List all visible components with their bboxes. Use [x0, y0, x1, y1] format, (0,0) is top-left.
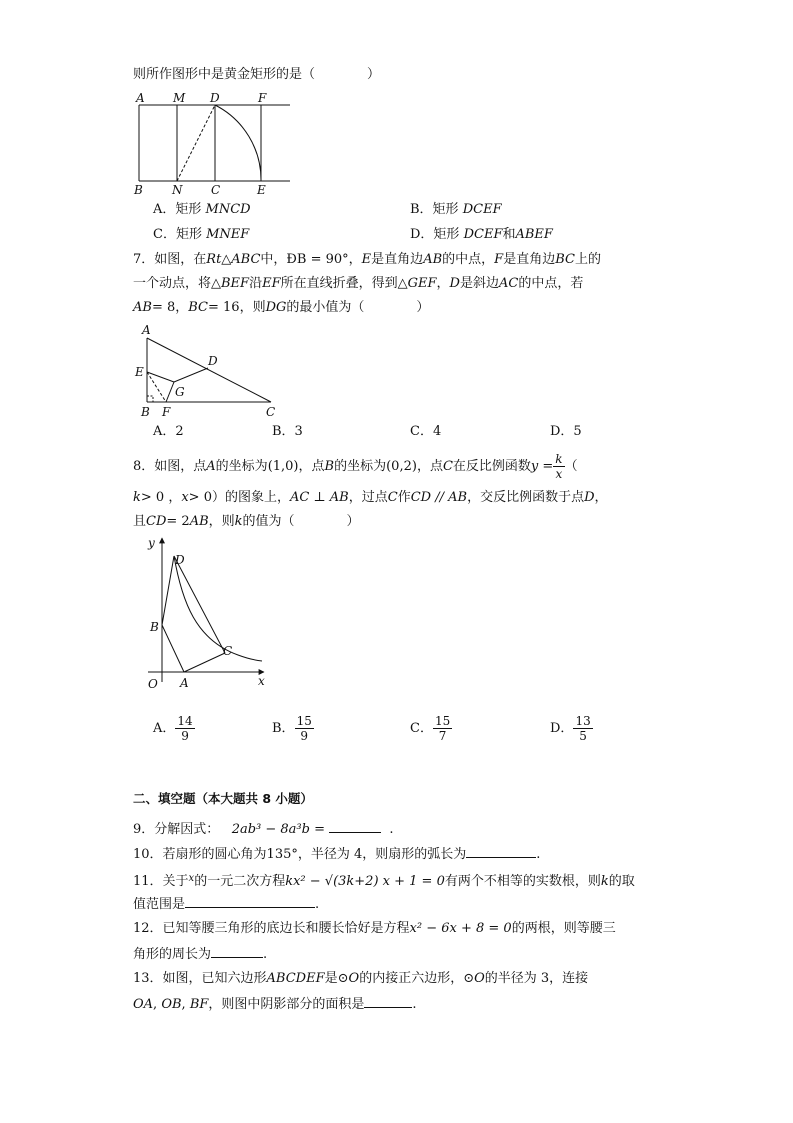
q13-math: ABCDEF: [266, 971, 325, 986]
q12-text: .: [263, 947, 268, 962]
q11-text: .: [315, 897, 320, 912]
q6-tail-text: 则所作图形中是黄金矩形的是（ ）: [133, 67, 381, 82]
q7-math: EF: [262, 276, 281, 291]
q8-option-d[interactable]: [550, 714, 593, 743]
fig7-label-c: C: [266, 405, 276, 419]
fig7-label-a: A: [142, 323, 151, 337]
q11-answer-blank[interactable]: [185, 895, 315, 908]
q7-option-a[interactable]: A．2: [153, 424, 184, 439]
q8-text: 作: [397, 490, 411, 505]
q8-text: 的值为（ ）: [242, 514, 360, 529]
q8-text: = 2: [166, 514, 190, 529]
q8-option-b[interactable]: [272, 714, 314, 743]
q13-text: .: [412, 997, 417, 1012]
q7-math: DG: [265, 300, 287, 315]
q8-math: k: [133, 490, 141, 505]
q8-option-b-key: B．: [272, 721, 295, 736]
q8-option-a-fraction: [175, 714, 194, 743]
fig7-label-g: G: [175, 385, 185, 399]
q8-math: B: [324, 459, 335, 474]
fig8-label-c: C: [223, 644, 233, 658]
q13-text: 是: [324, 971, 338, 986]
q7-text: = 16，则: [208, 300, 266, 315]
q8-text: > 0）的图象上，: [188, 490, 290, 505]
q8-line-3: [133, 513, 360, 531]
q6-option-a[interactable]: [153, 201, 251, 219]
q8-text: 的坐标为: [334, 459, 387, 474]
q10-line: [133, 845, 540, 864]
q6-option-c-name: MNEF: [206, 227, 250, 242]
q7-text: 沿: [249, 276, 263, 291]
q7-math: AB: [423, 252, 443, 267]
fig6-label-f: F: [258, 91, 267, 105]
q6-option-a-key: A．矩形: [153, 202, 202, 217]
q10-text: .: [536, 847, 541, 862]
q7-text: 的最小值为（ ）: [286, 300, 430, 315]
fig7-label-d: D: [208, 354, 218, 368]
q7-text: 的中点，: [442, 252, 495, 267]
q8-option-a-num: 14: [177, 714, 193, 728]
q11-text: 的取: [608, 874, 635, 889]
q6-option-d-key: D．矩形: [410, 227, 460, 242]
q8-math: y =: [530, 459, 554, 474]
q7-math: F: [494, 252, 504, 267]
q8-math: C: [442, 459, 453, 474]
q11-math: k: [600, 874, 609, 889]
q13-text: ,: [153, 997, 158, 1012]
q7-math: AB: [133, 300, 152, 315]
q10-answer-blank[interactable]: [466, 845, 536, 858]
q6-option-d-mid: 和: [502, 227, 516, 242]
q8-text: 在反比例函数: [452, 459, 531, 474]
q8-text: 的坐标为: [215, 459, 268, 474]
fig6-label-m: M: [173, 91, 186, 105]
q8-math: x: [181, 490, 189, 505]
q8-option-d-num: 13: [575, 714, 591, 728]
q7-text: 中，ÐB = 90°，: [260, 252, 362, 267]
q6-golden-rectangle-figure: [130, 88, 300, 198]
q8-text: ，点: [416, 459, 443, 474]
q7-text: 一个动点，将△: [133, 276, 221, 291]
q7-triangle-figure: [132, 320, 282, 420]
q7-option-c[interactable]: C．4: [410, 424, 442, 439]
q6-option-b-key: B．矩形: [410, 202, 459, 217]
q8-option-d-den: 5: [579, 729, 587, 743]
q8-option-b-den: 9: [300, 729, 309, 743]
q12-equation: x² − 6x + 8 = 0: [409, 921, 512, 936]
q7-text: = 8，: [151, 300, 189, 315]
q7-math: AC: [498, 276, 519, 291]
q13-text: 的半径为 3，连接: [484, 971, 589, 986]
q8-option-c[interactable]: [410, 714, 452, 743]
q8-option-a[interactable]: [153, 714, 195, 743]
q8-option-c-num: 15: [434, 714, 451, 728]
q6-option-b[interactable]: [410, 201, 502, 219]
q13-line-1: [133, 970, 588, 988]
q8-line-2: [133, 489, 608, 507]
q7-option-d[interactable]: D．5: [550, 424, 582, 439]
q8-frac-num: k: [555, 452, 563, 466]
q8-option-c-key: C．: [410, 721, 433, 736]
q7-text: 上的: [574, 252, 601, 267]
q8-text: 8．如图，点: [133, 459, 207, 474]
q13-line-2: [133, 995, 417, 1014]
q10-text: 10．若扇形的圆心角为135°，半径为 4，则扇形的弧长为: [133, 847, 467, 862]
q8-fraction-k-over-x: [553, 452, 564, 481]
q12-text: 12．已知等腰三角形的底边长和腰长恰好是方程: [133, 921, 410, 936]
q8-option-d-key: D．: [550, 721, 574, 736]
q6-option-c[interactable]: [153, 226, 249, 244]
fig8-label-o: O: [148, 677, 158, 691]
q7-math: D: [449, 276, 460, 291]
q8-option-b-num: 15: [296, 714, 312, 728]
q13-text: ，则图中阴影部分的面积是: [208, 997, 365, 1012]
fig6-label-a: A: [136, 91, 145, 105]
q12-line-1: [133, 920, 616, 938]
fig8-label-b: B: [150, 620, 159, 634]
q7-text: 所在直线折叠，得到△: [280, 276, 408, 291]
q11-text: 有两个不相等的实数根，则: [444, 874, 601, 889]
q13-math: ⊙O: [463, 971, 485, 986]
fig6-label-b: B: [134, 183, 143, 197]
q11-math: x: [188, 873, 195, 884]
q7-math: BC: [188, 300, 208, 315]
fig6-label-d: D: [210, 91, 220, 105]
q12-answer-blank[interactable]: [211, 945, 263, 958]
q7-text: 是斜边: [459, 276, 499, 291]
q8-option-c-fraction: [433, 714, 452, 743]
q9-line: [133, 820, 394, 839]
q9-text: .: [389, 822, 394, 837]
q8-text: ，交反比例函数于点: [467, 490, 585, 505]
q13-math: ⊙O: [337, 971, 360, 986]
q6-option-a-name: MNCD: [205, 202, 251, 217]
q7-text: 是直角边: [371, 252, 424, 267]
q7-line-3: [133, 299, 429, 317]
q11-equation: kx² − √(3k+2) x + 1 = 0: [285, 874, 445, 889]
q7-text: 是直角边: [503, 252, 556, 267]
q8-math: AB: [189, 514, 209, 529]
q6-option-d-name1: DCEF: [463, 227, 503, 242]
q8-option-a-key: A．: [153, 721, 176, 736]
q8-math: CD: [146, 514, 167, 529]
q7-math: BC: [555, 252, 575, 267]
q8-option-b-fraction: [295, 714, 314, 743]
q8-math: (1,0): [267, 459, 299, 474]
q12-text: 的两根，则等腰三: [511, 921, 616, 936]
q13-text: 13．如图，已知六边形: [133, 971, 267, 986]
q9-answer-blank[interactable]: [329, 820, 381, 833]
q11-text: 的一元二次方程: [194, 874, 286, 889]
q7-math: GEF: [407, 276, 437, 291]
q8-text: ，过点: [348, 490, 388, 505]
fig7-label-e: E: [135, 365, 144, 379]
q13-math: OB: [161, 997, 182, 1012]
q8-math: D: [584, 490, 595, 505]
q8-line-1: [133, 452, 578, 481]
q13-answer-blank[interactable]: [364, 995, 412, 1008]
q13-text: 的内接正六边形，: [359, 971, 464, 986]
q9-expression: 2ab³ − 8a³b =: [231, 822, 325, 837]
q8-text: ，: [594, 490, 608, 505]
q11-line-2: [133, 895, 319, 914]
fig8-label-x: x: [258, 674, 265, 688]
q9-text: 9．分解因式：: [133, 822, 220, 837]
fig8-label-y: y: [148, 536, 155, 550]
q7-option-b[interactable]: B．3: [272, 424, 303, 439]
q8-text: ，点: [298, 459, 325, 474]
q6-option-d-name2: ABEF: [515, 227, 553, 242]
q8-text: ，则: [208, 514, 235, 529]
q13-math: BF: [189, 997, 209, 1012]
q13-math: OA: [133, 997, 154, 1012]
fig7-label-f: F: [162, 405, 171, 419]
fig6-label-c: C: [211, 183, 221, 197]
q12-line-2: [133, 945, 267, 964]
q8-option-a-den: 9: [181, 729, 189, 743]
fig7-label-b: B: [141, 405, 150, 419]
q11-text: 值范围是: [133, 897, 186, 912]
q8-math: C: [387, 490, 398, 505]
fig8-label-a: A: [180, 676, 189, 690]
q7-text: 的中点，若: [518, 276, 584, 291]
section-2-heading: 二、填空题（本大题共 8 小题）: [133, 791, 313, 806]
q8-option-d-fraction: [573, 714, 592, 743]
q7-text: ，: [436, 276, 450, 291]
q7-math: Rt△ABC: [206, 252, 261, 267]
q12-text: 角形的周长为: [133, 947, 212, 962]
q8-math: AC ⊥ AB: [289, 490, 349, 505]
fig8-label-d: D: [175, 553, 185, 567]
q6-option-c-key: C．矩形: [153, 227, 202, 242]
q11-line-1: [133, 870, 635, 891]
fig6-label-e: E: [257, 183, 266, 197]
q8-text: （: [564, 459, 578, 474]
q8-text: > 0 ，: [140, 490, 182, 505]
q7-math: BEF: [221, 276, 250, 291]
q7-math: E: [361, 252, 372, 267]
q8-math: (0,2): [386, 459, 417, 474]
q6-option-d[interactable]: [410, 226, 553, 244]
q8-option-c-den: 7: [438, 729, 447, 743]
q8-text: 且: [133, 514, 147, 529]
q7-text: 7．如图，在: [133, 252, 207, 267]
fig6-label-n: N: [172, 183, 183, 197]
q7-line-2: [133, 275, 583, 293]
q11-text: 11．关于: [133, 874, 189, 889]
q8-frac-den: x: [555, 467, 563, 481]
q8-inverse-function-figure: [138, 532, 273, 692]
q6-option-b-name: DCEF: [462, 202, 502, 217]
q7-line-1: [133, 251, 601, 269]
q8-math: k: [234, 514, 243, 529]
q8-math: CD // AB: [410, 490, 468, 505]
q8-math: A: [206, 459, 216, 474]
q13-text: ,: [181, 997, 186, 1012]
